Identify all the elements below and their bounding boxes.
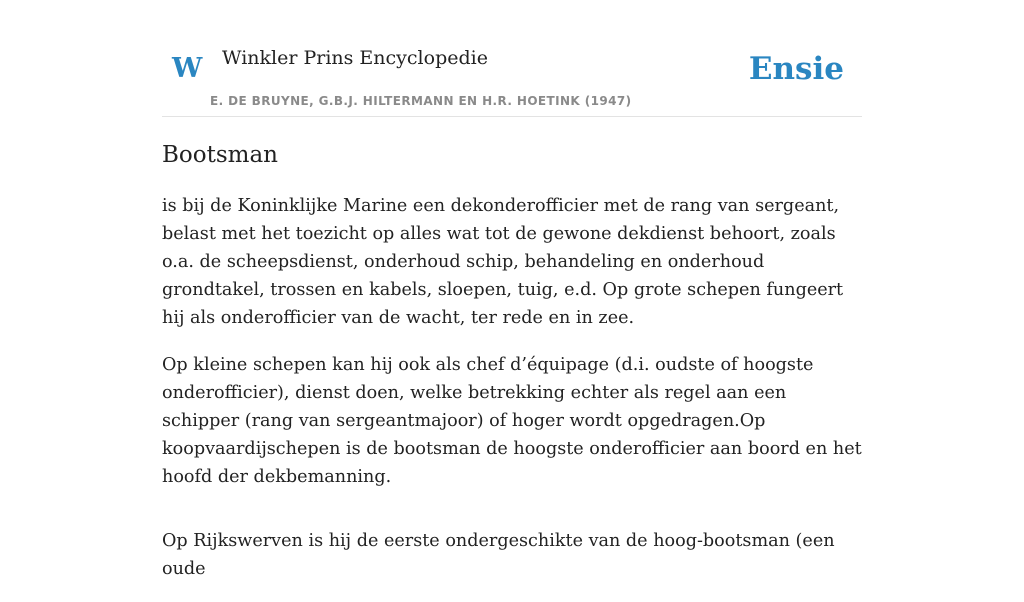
article-paragraph-2: Op kleine schepen kan hij ook als chef d’équipage (d.i. oudste of hoogste onderofficier), dienst doen, welke betrekking echter als regel aan een schipper (rang van sergeantmajoor) of hoger wordt opgedragen.Op koopvaardijschepen is de bootsman de hoogste onderofficier aan boord en het hoofd der dekbemanning. [162, 355, 862, 487]
article-paragraph-3: Op Rijkswerven is hij de eerste ondergeschikte van de hoog-bootsman (een oude [162, 531, 835, 579]
article [162, 138, 862, 602]
article-title: Bootsman [162, 142, 278, 168]
winkler-prins-logo[interactable]: W [172, 53, 203, 84]
source-authors: E. DE BRUYNE, G.B.J. HILTERMANN EN H.R. HOETINK (1947) [210, 94, 632, 108]
page-header [162, 0, 862, 117]
article-paragraph-1: is bij de Koninklijke Marine een dekonderofficier met de rang van sergeant, belast met het toezicht op alles wat tot de gewone dekdienst behoort, zoals o.a. de scheepsdienst, onderhoud schip, behandeling en onderhoud grondtakel, trossen en kabels, sloepen, tuig, e.d. Op grote schepen fungeert hij als onderofficier van de wacht, ter rede en in zee. [162, 196, 844, 328]
ensie-logo[interactable]: Ensie [748, 51, 844, 87]
source-title[interactable]: Winkler Prins Encyclopedie [222, 47, 488, 69]
